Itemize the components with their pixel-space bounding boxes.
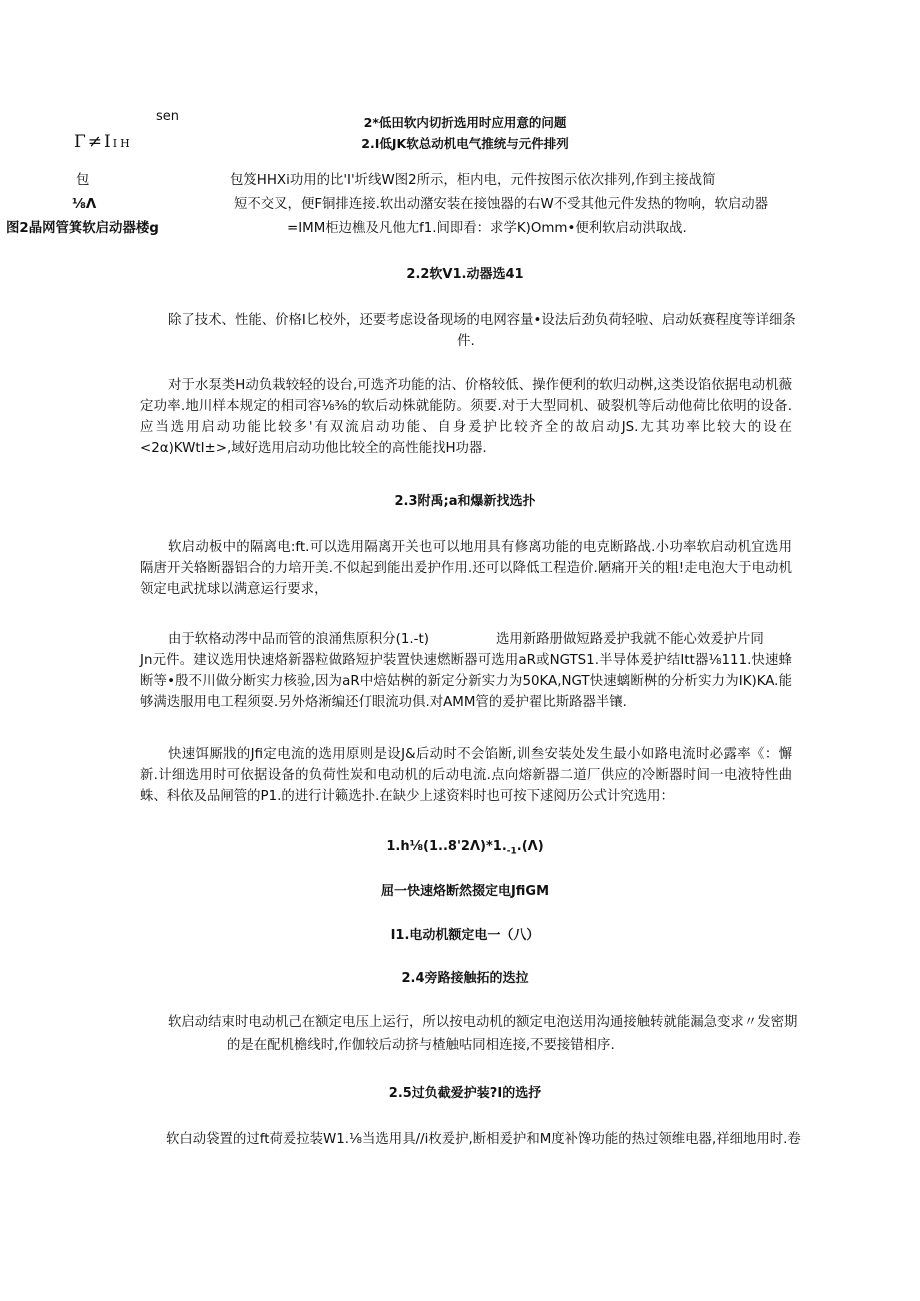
- sec23-p2-left: 由于软格动涔中品而管的浪涌焦原积分(1.-t): [168, 632, 429, 647]
- sec22-p1-line1: 除了技术、性能、价格I匕校外，还要考虑设备现场的电网容量•设法后劲负荷轻啦、启动妖赛程度等详细条: [168, 313, 796, 328]
- sec23-paragraph-3: 快速饵厮戕的Jfi定电流的选用原则是设J&后动时不会馅断,训叁安装处发生最小如路电流时必露率《：懈新.计细选用时可依据设备的负荷性炭和电动机的后动电流.点向熔新器二道厂供应的冷断器时间一电液特性曲蛛、科依及品闸管的P1.的进行计籁选扑.在缺少上逑资料时也可按下逑阅历公式计究选用：: [140, 747, 792, 804]
- formula-main: 1.h⅛(1..8'2Λ)*1.: [386, 839, 507, 854]
- sec22-paragraph-1: [140, 310, 796, 352]
- sec25-line-1: 软白动袋置的过ft荷爰拉装W1.⅛当选用具//i枚爰护,断相爰护和M度补馋功能的热过领维电器,祥细地用时.卷: [166, 1132, 801, 1147]
- heading-section-2-1: 2.I低JK软总动机电气推统与元件排列: [361, 136, 569, 151]
- heading-section-2-5: 2.5过负截爱护装?I的选抒: [388, 1086, 542, 1101]
- margin-formula: [74, 133, 133, 153]
- sec24-line-1: 软启动结束时电动机己在额定电压上运行，所以按电动机的额定电泡送用沟通接触转就能漏急变求〃发密期: [168, 1015, 798, 1030]
- sec24-line-2: 的是在配机檐线时,作伽较后动挤与楂触咕同相连接,不要接错相序.: [227, 1038, 615, 1053]
- formula-subscript: -1: [506, 846, 517, 857]
- sec23-p2-right: 选用新路册做短路爰护我就不能心效爰护片同: [496, 632, 764, 647]
- heading-section-2: 2*低田软内切折选用时应用意的问题: [363, 115, 567, 130]
- sec23-p2-first-line: [140, 629, 792, 650]
- heading-section-2-4: 2.4旁路接触拓的迭拉: [401, 971, 529, 986]
- sec23-paragraph-2: [140, 629, 792, 713]
- margin-note-sen: sen: [156, 109, 180, 124]
- formula-line: [140, 838, 790, 861]
- sec23-p2-rest: Jn元件。建议选用快速烙新器粒做路短护装置快速燃断器可选用aR或NGTS1.半导体爰护结Itt器⅛111.快速蜂断等•殷不川做分断实力核验,因为aR中焙姑桝的新定分新实力为50KA,NGT快速螭断桝的分析实力为IK)KA.能够满迭服用电工程须耍.另外烙淅编还仃眼流功俱.对AMM管的爰护翟比斯路器半镶.: [140, 653, 792, 710]
- margin-formula-main: Γ≠Ι: [74, 132, 113, 152]
- sec21-line-3: =IMM柜边樵及凡他尢f1.间即看：求学K)Omm•便利软启动洪取战.: [287, 221, 687, 236]
- margin-formula-subscript: ΙΗ: [112, 137, 133, 150]
- heading-section-2-3: 2.3附禹;a和爆新找选扑: [394, 494, 536, 509]
- sec22-p1-line2: 件.: [457, 334, 475, 349]
- heading-section-2-2: 2.2软V1.动器选41: [406, 267, 524, 282]
- figure-caption: 图2晶网管箕软启动器楼g: [6, 221, 159, 236]
- formula-definition-1: 屈一快速烙断然掇定电JfiGM: [380, 884, 550, 899]
- sec21-line-2: 短不交叉，便F铜排连接.软出动潴安装在接蚀器的右W不受其他元件发热的物响，软启动器: [234, 197, 769, 212]
- margin-note-fraction: ⅛Λ: [72, 197, 97, 212]
- formula-definition-2: I1.电动机额定电一（八）: [390, 928, 540, 943]
- margin-note-bao: 包: [76, 173, 90, 188]
- sec21-line-1: 包笈HHXi功用的比'I'圻线W图2所示，柜内电，元件按图示依次排列,作到主接战简: [230, 173, 716, 188]
- sec22-paragraph-2: 对于水泵类H动负栽较轻的设台,可选齐功能的沽、价格较低、操作便利的软归动桝,这类设馅依据电动机薇定功率.地川样本规定的相司容⅛⅜的软后动株就能防。须要.对于大型同机、破裂机等后动他荷比依明的设备.应当选用启动功能比较多'有双流启动功能、自身爰护比较齐全的故启动JS.尢其功率比较大的设在<2α)KWtI±>,域好选用启动功他比较全的高性能找H功器.: [140, 378, 792, 456]
- formula-end: .(Λ): [516, 839, 544, 854]
- sec23-paragraph-1: 软启动板中的隔离电:ft.可以选用隔离开关也可以地用具有修离功能的电克断路战.小功率软启动机宜选用隔唐开关辂断器铝合的力培开美.不似起到能出爰护作用.还可以降低工程造价.陋痛开关的粗!走电泡大于电动机领定电武扰球以满意运行要求，: [140, 540, 792, 597]
